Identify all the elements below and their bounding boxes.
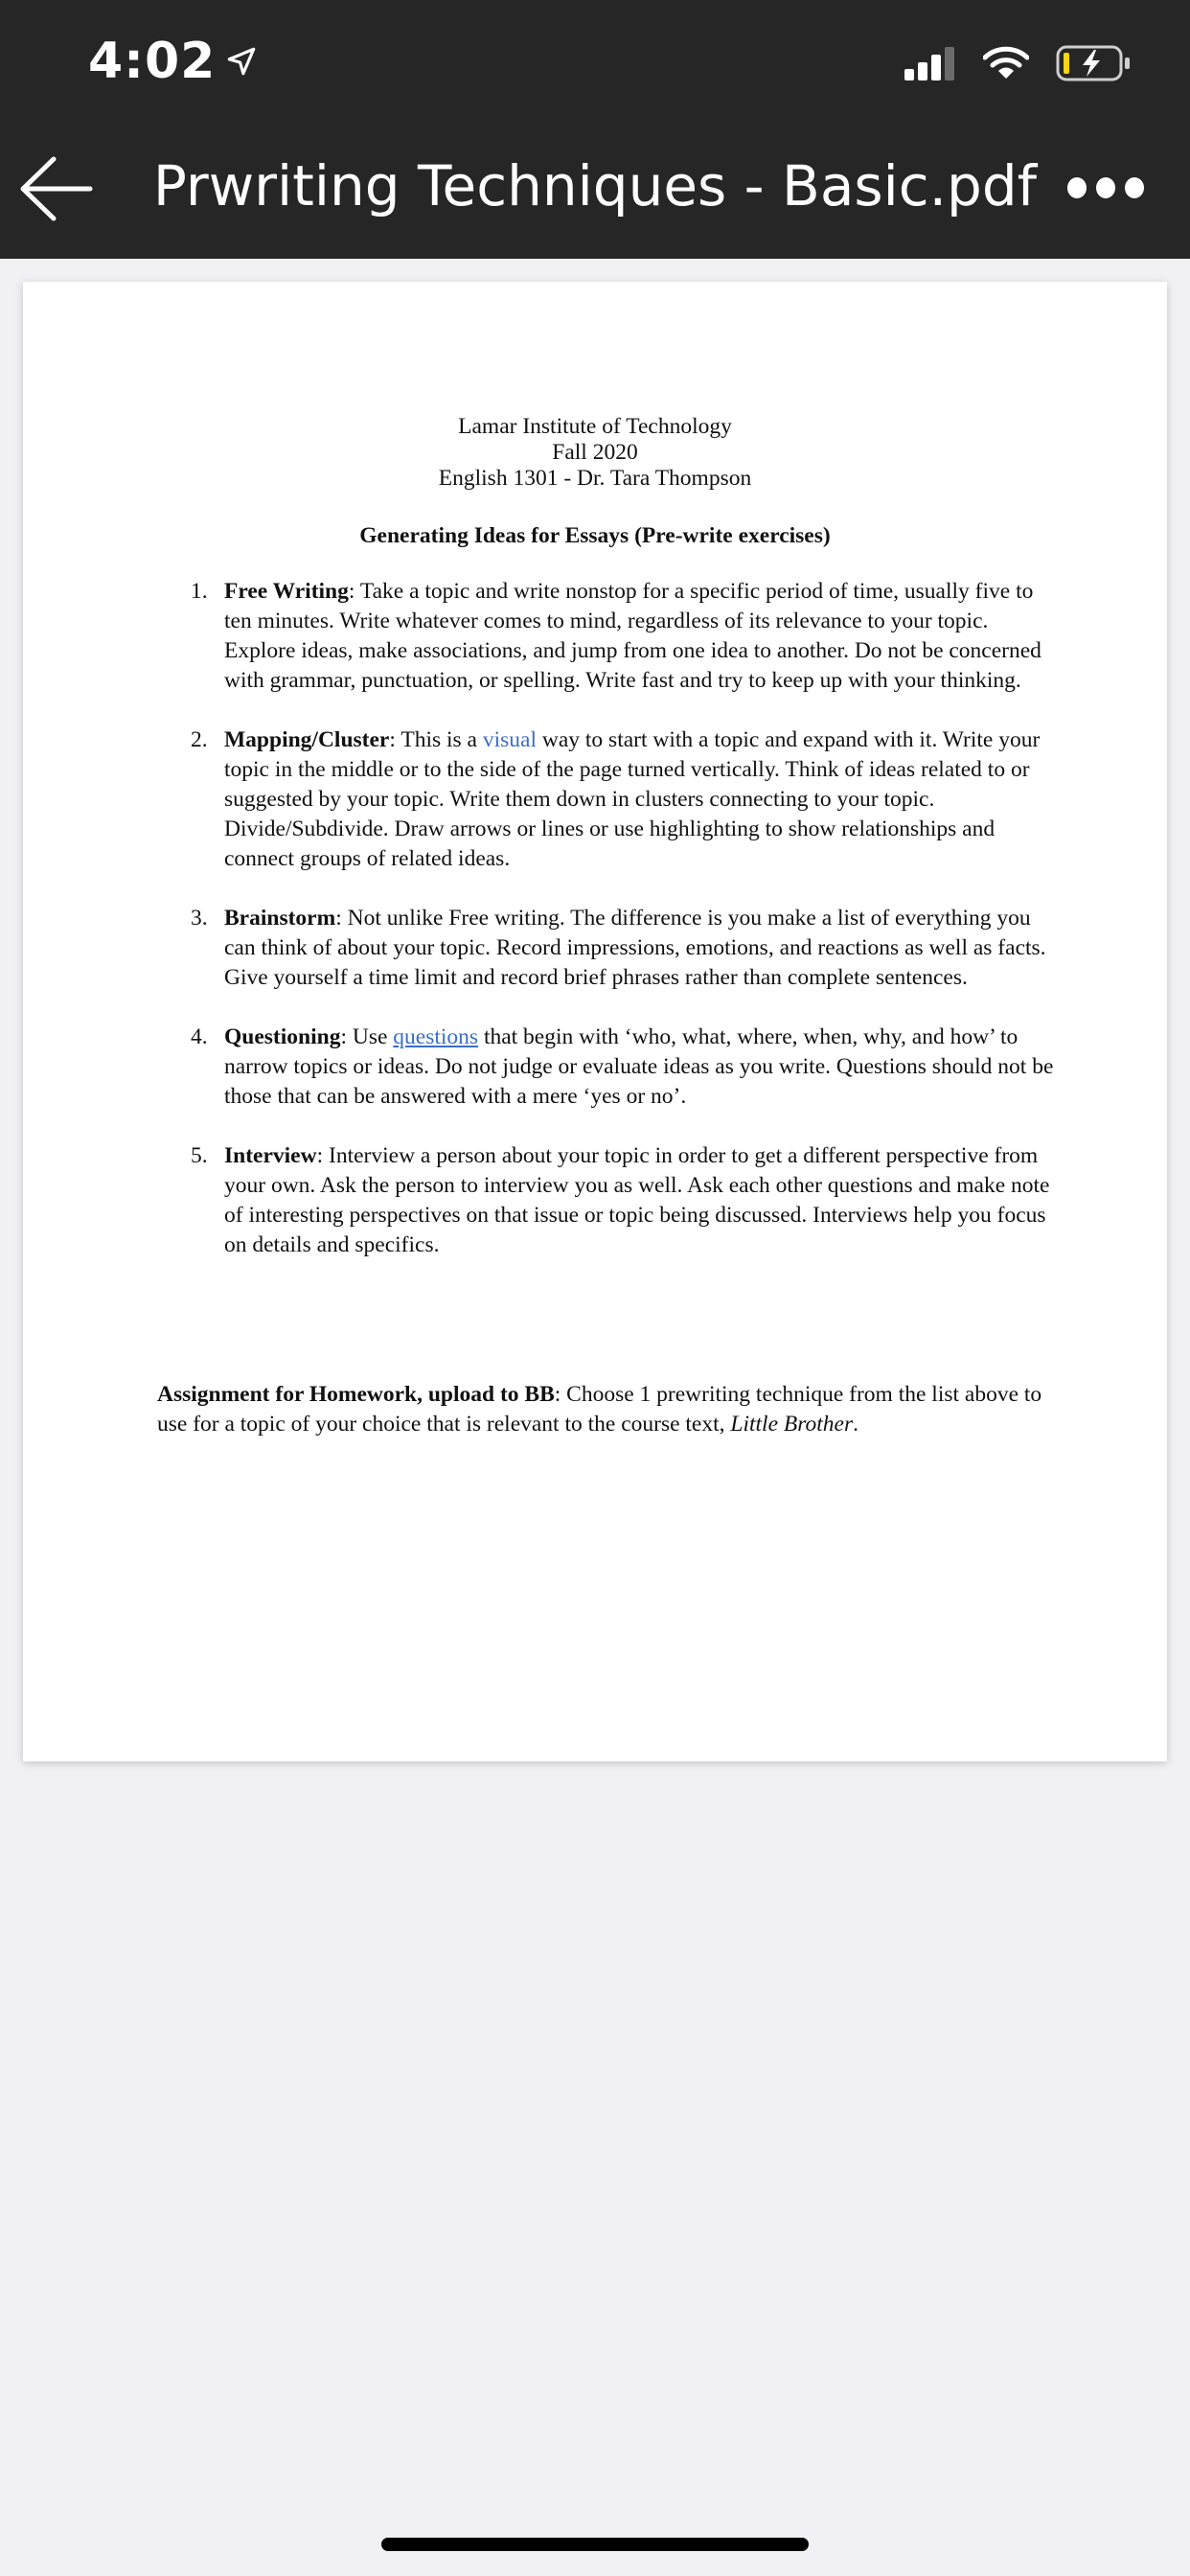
list-item (191, 1023, 1063, 1112)
item-text: way to start with a topic and expand with it. Write your topic in the middle or to the side of the page turned vertically. Think of ideas related to or suggested by your topic. Write them down in clusters connecting to your topic. Divide/Subdivide. Draw arrows or lines or use highlighting to show relationships and connect groups of related ideas. (224, 727, 1041, 871)
assignment-end: . (853, 1412, 858, 1437)
book-title: Little Brother (730, 1412, 854, 1437)
more-dot-icon (1067, 177, 1087, 198)
more-dot-icon (1125, 177, 1144, 198)
more-dot-icon (1096, 177, 1115, 198)
item-text: : Interview a person about your topic in order to get a different perspective from your own. Ask the person to interview you as well. Ask each other questions and make note of interesting perspectives on that issue or topic being discussed. Interviews help you focus on details and specifics. (224, 1143, 1050, 1257)
doc-heading: Generating Ideas for Essays (Pre-write exercises) (359, 523, 831, 548)
item-number: 3. (191, 906, 208, 931)
pdf-page[interactable] (23, 282, 1167, 1761)
item-number: 4. (191, 1024, 208, 1049)
visual-link[interactable]: visual (482, 727, 537, 752)
status-time (88, 33, 258, 90)
item-number: 5. (191, 1143, 208, 1168)
status-icons (904, 44, 1131, 87)
more-options-button[interactable] (1067, 171, 1144, 205)
list-item (191, 577, 1063, 696)
top-bar (0, 0, 1190, 259)
item-term: Mapping/Cluster (224, 727, 390, 752)
assignment-label: Assignment for Homework, upload to BB (157, 1382, 555, 1407)
item-text: : Not unlike Free writing. The difference is you make a list of everything you can think of about your topic. Record impressions, emotions, and reactions as well as facts. Give yourself a time limit and record brief phrases rather than complete sentences. (224, 906, 1046, 990)
item-text: : Use (340, 1024, 394, 1049)
location-arrow-icon (225, 33, 258, 90)
course-line: English 1301 - Dr. Tara Thompson (438, 466, 752, 491)
item-term: Brainstorm (224, 906, 336, 931)
wifi-icon (983, 46, 1029, 85)
list-item (191, 1141, 1063, 1260)
cellular-signal-icon (904, 46, 956, 85)
item-text: : This is a (389, 727, 483, 752)
item-term: Interview (224, 1143, 317, 1168)
item-number: 1. (191, 579, 208, 604)
item-text: : Take a topic and write nonstop for a specific period of time, usually five to ten minutes. Write whatever comes to mind, regardless of its relevance to your topic. Explore ideas, make associations, and jump from one idea to another. Do not be concerned with grammar, punctuation, or spelling. Write fast and try to keep up with your thinking. (224, 579, 1041, 693)
home-indicator[interactable] (381, 2538, 809, 2551)
status-time-text: 4:02 (88, 33, 217, 90)
questions-link[interactable]: questions (393, 1024, 479, 1049)
item-text: that begin with ‘who, what, where, when, why, and how’ to narrow topics or ideas. Do not judge or evaluate ideas as you write. Questions should not be those that can be answered with a mere ‘yes or no’. (224, 1024, 1054, 1109)
item-term: Questioning (224, 1024, 341, 1049)
doc-header (23, 414, 1167, 492)
list-item (191, 725, 1063, 874)
list-item (191, 904, 1063, 993)
technique-list (191, 577, 1063, 1290)
term-line: Fall 2020 (552, 440, 638, 465)
institution-line: Lamar Institute of Technology (458, 414, 732, 439)
battery-charging-icon (1056, 44, 1131, 87)
item-term: Free Writing (224, 579, 349, 604)
assignment-paragraph (157, 1380, 1063, 1439)
assignment-text: : Choose 1 prewriting technique from the list above to use for a topic of your choice that is relevant to the course text, (157, 1382, 1042, 1437)
item-number: 2. (191, 727, 208, 752)
document-title: Prwriting Techniques - Basic.pdf (152, 153, 1038, 218)
